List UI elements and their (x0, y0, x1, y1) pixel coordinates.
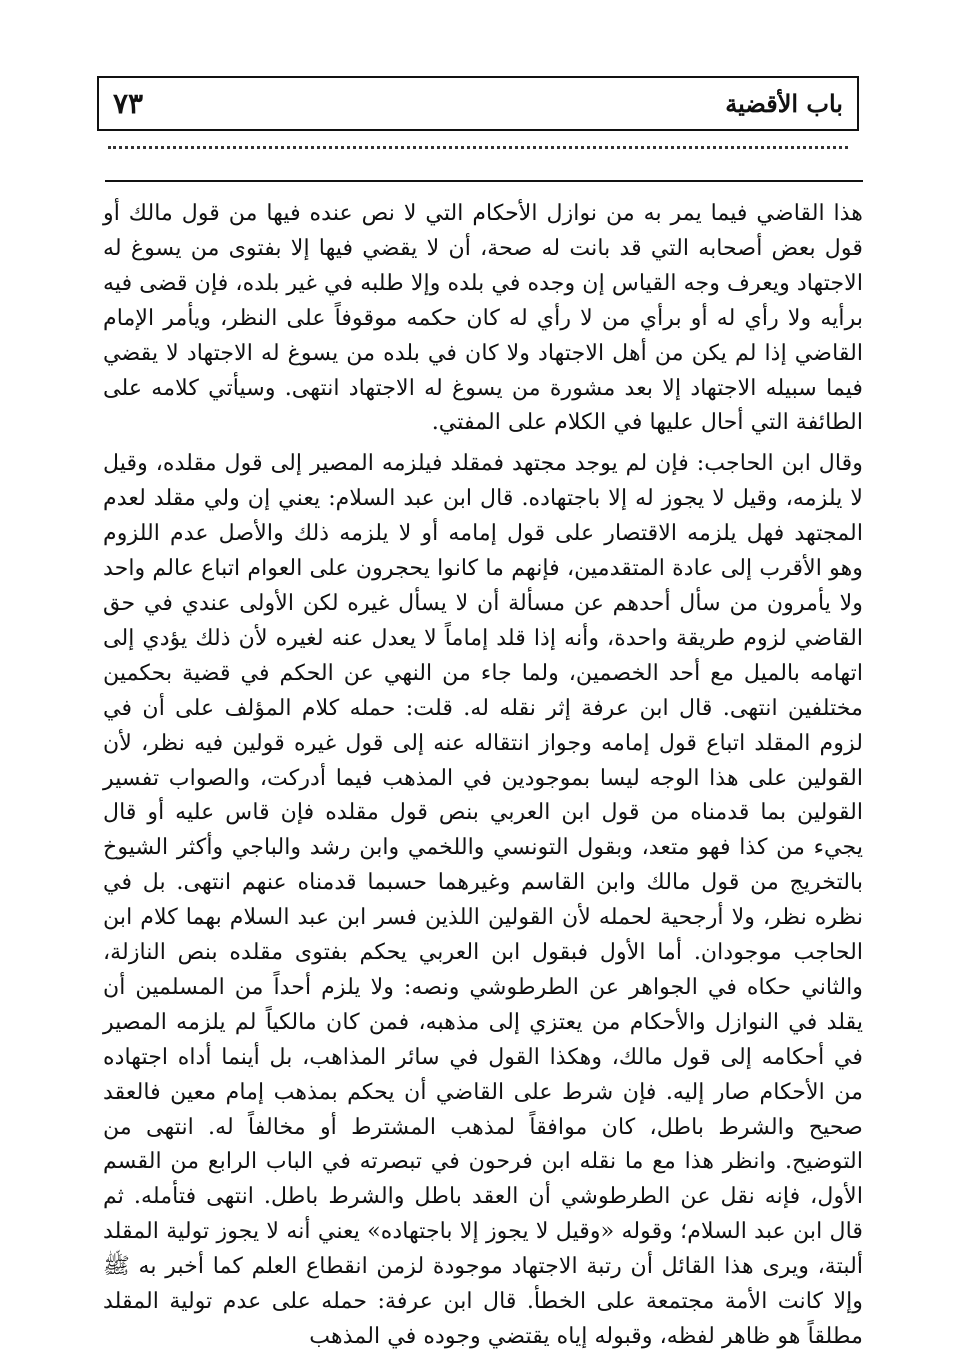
page-number: ٧٣ (113, 87, 144, 120)
solid-divider (105, 180, 863, 182)
running-header (97, 76, 859, 131)
dotted-divider (108, 146, 848, 149)
paragraph-2: وقال ابن الحاجب: فإن لم يوجد مجتهد فمقلد فيلزمه المصير إلى قول مقلده، وقيل لا يلزمه، وقيل لا يجوز له إلا باجتهاده. قال ابن عبد السلام: يعني إن ولي مقلد لعدم المجتهد فهل يلزمه الاقتصار على قول إمامه أو لا يلزمه ذلك والأصل عدم اللزوم وهو الأقرب إلى عادة المتقدمين، فإنهم ما كانوا يحجرون على العوام اتباع عالم واحد ولا يأمرون من سأل أحدهم عن مسألة أن لا يسأل غيره لكن الأولى عندي في حق القاضي لزوم طريقة واحدة، وأنه إذا قلد إماماً لا يعدل عنه لغيره لأن ذلك يؤدي إلى اتهامه بالميل مع أحد الخصمين، ولما جاء من النهي عن الحكم في قضية بحكمين مختلفين انتهى. قال ابن عرفة إثر نقله له. قلت: حمله كلام المؤلف على أن في لزوم المقلد اتباع قول إمامه وجواز انتقاله عنه إلى قول غيره قولين فيه نظر، لأن القولين على هذا الوجه ليسا بموجودين في المذهب فيما أدركت، والصواب تفسير القولين بما قدمناه من قول ابن العربي بنص قول مقلده فإن قاس عليه أو قال يجيء من كذا فهو متعد، وبقول التونسي واللخمي وابن رشد والباجي وأكثر الشيوخ بالتخريج من قول مالك وابن القاسم وغيرهما حسبما قدمناه عنهم انتهى. بل في نظره نظر، ولا أرجحية لحمله لأن القولين اللذين فسر ابن عبد السلام بهما كلام ابن الحاجب موجودان. أما الأول فبقول ابن العربي يحكم بفتوى مقلده بنص النازلة، والثاني حكاه في الجواهر عن الطرطوشي ونصه: ولا يلزم أحداً من المسلمين أن يقلد في النوازل والأحكام من يعتزي إلى مذهبه، فمن كان مالكياً لم يلزمه المصير في أحكامه إلى قول مالك، وهكذا القول في سائر المذاهب، بل أينما أداه اجتهاده من الأحكام صار إليه. فإن شرط على القاضي أن يحكم بمذهب إمام معين فالعقد صحيح والشرط باطل، كان موافقاً لمذهب المشترط أو مخالفاً له. انتهى من التوضيح. وانظر هذا مع ما نقله ابن فرحون في تبصرته في الباب الرابع من القسم الأول، فإنه نقل عن الطرطوشي أن العقد باطل والشرط باطل. انتهى فتأمله. ثم قال ابن عبد السلام؛ وقوله «وقيل لا يجوز إلا باجتهاده» يعني أنه لا يجوز تولية المقلد ألبتة، ويرى هذا القائل أن رتبة الاجتهاد موجودة لزمن انقطاع العلم كما أخبر به ﷺ وإلا كانت الأمة مجتمعة على الخطأ. قال ابن عرفة: حمله على عدم تولية المقلد مطلقاً هو ظاهر لفظه، وقبوله إياه يقتضي وجوده في المذهب (103, 450, 863, 1349)
paragraph-1: هذا القاضي فيما يمر به من نوازل الأحكام التي لا نص عنده فيها من قول مالك أو قول بعض أصحابه التي قد بانت له صحة، أن لا يقضي فيها إلا بفتوى من يسوغ له الاجتهاد ويعرف وجه القياس إن وجده في بلده وإلا طلبه في غير بلده، فإن قضى فيه برأيه ولا رأي له أو برأي من لا رأي له كان حكمه موقوفاً على النظر، ويأمر الإمام القاضي إذا لم يكن من أهل الاجتهاد ولا كان في بلده من يسوغ له الاجتهاد لا يقضي فيما سبيله الاجتهاد إلا بعد مشورة من يسوغ له الاجتهاد انتهى. وسيأتي كلامه على الطائفة التي أحال عليها في الكلام على المفتي. (103, 200, 863, 436)
main-text (103, 196, 863, 1354)
chapter-title: باب الأقضية (725, 89, 843, 118)
